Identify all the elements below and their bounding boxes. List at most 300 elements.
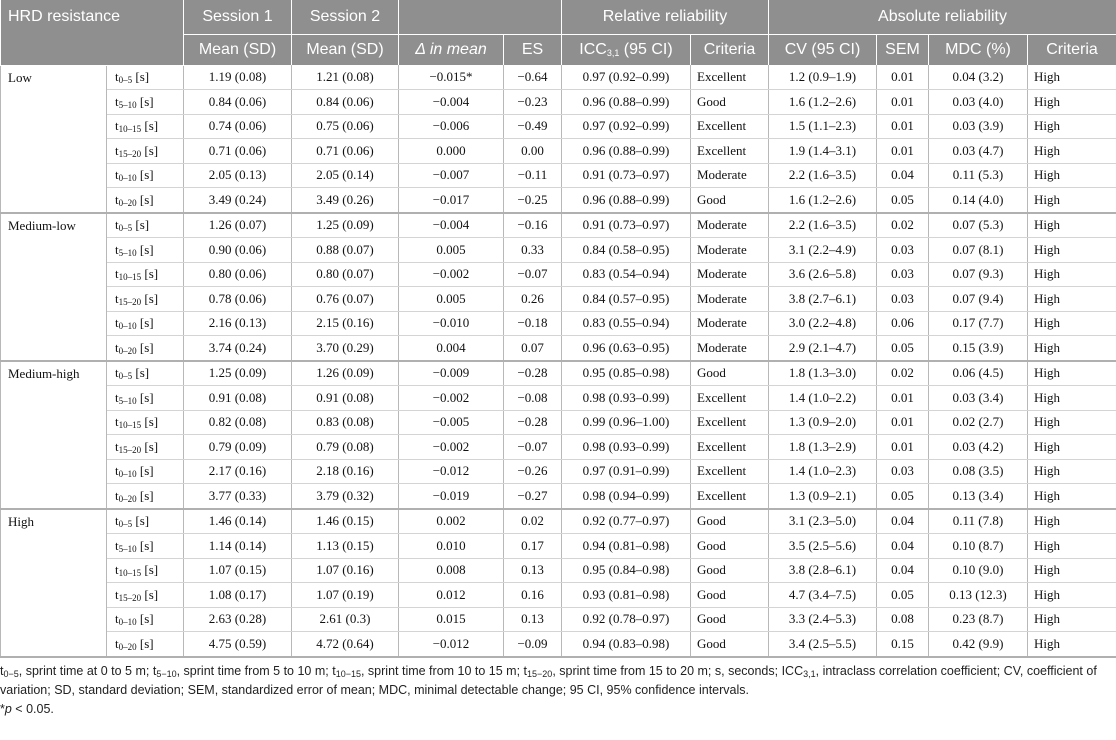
table-row (1, 213, 1116, 238)
effect-size: 0.02 (504, 509, 562, 534)
delta-in-mean: −0.015* (399, 65, 504, 90)
icc-value: 0.98 (0.93–0.99) (562, 435, 691, 460)
session2-mean-sd: 3.70 (0.29) (292, 336, 399, 361)
relative-criteria: Excellent (691, 410, 769, 435)
relative-criteria: Moderate (691, 287, 769, 312)
sem-value: 0.04 (877, 509, 929, 534)
delta-in-mean: −0.002 (399, 386, 504, 411)
delta-in-mean: −0.012 (399, 459, 504, 484)
effect-size: −0.25 (504, 188, 562, 213)
icc-value: 0.98 (0.94–0.99) (562, 484, 691, 509)
table-row (1, 65, 1116, 90)
delta-in-mean: −0.002 (399, 435, 504, 460)
effect-size: 0.13 (504, 558, 562, 583)
session1-mean-sd: 0.91 (0.08) (184, 386, 292, 411)
session2-mean-sd: 1.26 (0.09) (292, 361, 399, 386)
sem-value: 0.01 (877, 139, 929, 164)
session2-mean-sd: 4.72 (0.64) (292, 632, 399, 657)
footnote (0, 658, 1116, 719)
mdc-value: 0.07 (9.3) (929, 262, 1028, 287)
table-body (1, 65, 1116, 657)
table-row (1, 163, 1116, 188)
delta-in-mean: −0.006 (399, 114, 504, 139)
delta-in-mean: 0.005 (399, 287, 504, 312)
header-icc: $ICC_{3,1}$ (95 CI) (562, 35, 691, 66)
effect-size: −0.08 (504, 386, 562, 411)
table-row (1, 139, 1116, 164)
session1-mean-sd: 0.74 (0.06) (184, 114, 292, 139)
cv-value: 1.3 (0.9–2.0) (769, 410, 877, 435)
absolute-criteria: High (1028, 459, 1116, 484)
session2-mean-sd: 2.05 (0.14) (292, 163, 399, 188)
session1-mean-sd: 0.80 (0.06) (184, 262, 292, 287)
sem-value: 0.05 (877, 336, 929, 361)
interval-label: $t_{5-10}$ [s] (107, 90, 184, 115)
effect-size: 0.00 (504, 139, 562, 164)
table-row (1, 287, 1116, 312)
session2-mean-sd: 0.88 (0.07) (292, 238, 399, 263)
cv-value: 2.9 (2.1–4.7) (769, 336, 877, 361)
relative-criteria: Moderate (691, 311, 769, 336)
cv-value: 1.4 (1.0–2.2) (769, 386, 877, 411)
session1-mean-sd: 1.25 (0.09) (184, 361, 292, 386)
footnote-abbreviations (0, 662, 1110, 700)
interval-label: $t_{15-20}$ [s] (107, 139, 184, 164)
footnote-term-subscript: 3,1 (803, 668, 816, 679)
interval-label: $t_{15-20}$ [s] (107, 435, 184, 460)
cv-value: 4.7 (3.4–7.5) (769, 583, 877, 608)
delta-in-mean: −0.010 (399, 311, 504, 336)
cv-value: 3.8 (2.8–6.1) (769, 558, 877, 583)
icc-value: 0.94 (0.83–0.98) (562, 632, 691, 657)
session1-mean-sd: 0.78 (0.06) (184, 287, 292, 312)
delta-in-mean: −0.007 (399, 163, 504, 188)
delta-in-mean: −0.002 (399, 262, 504, 287)
absolute-criteria: High (1028, 238, 1116, 263)
table-row (1, 583, 1116, 608)
session2-mean-sd: 0.76 (0.07) (292, 287, 399, 312)
session1-mean-sd: 0.82 (0.08) (184, 410, 292, 435)
interval-label: $t_{15-20}$ [s] (107, 583, 184, 608)
sem-value: 0.03 (877, 262, 929, 287)
delta-in-mean: 0.010 (399, 534, 504, 559)
effect-size: 0.13 (504, 607, 562, 632)
effect-size: 0.26 (504, 287, 562, 312)
mdc-value: 0.06 (4.5) (929, 361, 1028, 386)
delta-in-mean: 0.005 (399, 238, 504, 263)
footnote-term-subscript: 0−5 (3, 668, 19, 679)
icc-value: 0.91 (0.73–0.97) (562, 213, 691, 238)
mdc-value: 0.02 (2.7) (929, 410, 1028, 435)
icc-value: 0.94 (0.81–0.98) (562, 534, 691, 559)
cv-value: 1.6 (1.2–2.6) (769, 188, 877, 213)
effect-size: −0.49 (504, 114, 562, 139)
interval-label: $t_{5-10}$ [s] (107, 386, 184, 411)
absolute-criteria: High (1028, 188, 1116, 213)
icc-value: 0.95 (0.84–0.98) (562, 558, 691, 583)
mdc-value: 0.03 (3.4) (929, 386, 1028, 411)
cv-value: 3.1 (2.3–5.0) (769, 509, 877, 534)
relative-criteria: Excellent (691, 114, 769, 139)
cv-value: 2.2 (1.6–3.5) (769, 163, 877, 188)
sem-value: 0.05 (877, 583, 929, 608)
table-row (1, 238, 1116, 263)
session1-mean-sd: 0.79 (0.09) (184, 435, 292, 460)
header-blank (399, 0, 562, 35)
relative-criteria: Moderate (691, 213, 769, 238)
icc-value: 0.96 (0.88–0.99) (562, 188, 691, 213)
relative-criteria: Good (691, 188, 769, 213)
sem-value: 0.01 (877, 410, 929, 435)
cv-value: 1.2 (0.9–1.9) (769, 65, 877, 90)
sem-value: 0.06 (877, 311, 929, 336)
table-row (1, 558, 1116, 583)
footnote-term: t (523, 663, 528, 678)
absolute-criteria: High (1028, 558, 1116, 583)
delta-in-mean: −0.012 (399, 632, 504, 657)
sem-value: 0.04 (877, 558, 929, 583)
session2-mean-sd: 2.18 (0.16) (292, 459, 399, 484)
absolute-criteria: High (1028, 410, 1116, 435)
table-row (1, 509, 1116, 534)
cv-value: 1.5 (1.1–2.3) (769, 114, 877, 139)
footnote-term: t (0, 663, 4, 678)
header-absolute-reliability: Absolute reliability (769, 0, 1116, 35)
table-row (1, 435, 1116, 460)
effect-size: −0.28 (504, 410, 562, 435)
session1-mean-sd: 4.75 (0.59) (184, 632, 292, 657)
session2-mean-sd: 2.15 (0.16) (292, 311, 399, 336)
relative-criteria: Good (691, 607, 769, 632)
absolute-criteria: High (1028, 361, 1116, 386)
sem-value: 0.03 (877, 238, 929, 263)
session2-mean-sd: 0.75 (0.06) (292, 114, 399, 139)
table-row (1, 90, 1116, 115)
delta-in-mean: 0.002 (399, 509, 504, 534)
session2-mean-sd: 1.07 (0.19) (292, 583, 399, 608)
session2-mean-sd: 1.07 (0.16) (292, 558, 399, 583)
table-row (1, 632, 1116, 657)
header-delta-in-mean: Δ in mean (399, 35, 504, 66)
effect-size: −0.16 (504, 213, 562, 238)
relative-criteria: Excellent (691, 139, 769, 164)
session2-mean-sd: 0.80 (0.07) (292, 262, 399, 287)
session2-mean-sd: 0.71 (0.06) (292, 139, 399, 164)
interval-label: $t_{10-15}$ [s] (107, 114, 184, 139)
sem-value: 0.15 (877, 632, 929, 657)
mdc-value: 0.08 (3.5) (929, 459, 1028, 484)
icc-value: 0.91 (0.73–0.97) (562, 163, 691, 188)
mdc-value: 0.15 (3.9) (929, 336, 1028, 361)
session2-mean-sd: 1.46 (0.15) (292, 509, 399, 534)
mdc-value: 0.10 (9.0) (929, 558, 1028, 583)
session1-mean-sd: 1.07 (0.15) (184, 558, 292, 583)
header-cv: CV (95 CI) (769, 35, 877, 66)
effect-size: −0.18 (504, 311, 562, 336)
absolute-criteria: High (1028, 139, 1116, 164)
mdc-value: 0.03 (4.0) (929, 90, 1028, 115)
effect-size: −0.23 (504, 90, 562, 115)
table-row (1, 336, 1116, 361)
interval-label: $t_{0-20}$ [s] (107, 336, 184, 361)
absolute-criteria: High (1028, 163, 1116, 188)
delta-in-mean: −0.009 (399, 361, 504, 386)
session1-mean-sd: 3.49 (0.24) (184, 188, 292, 213)
absolute-criteria: High (1028, 311, 1116, 336)
sem-value: 0.02 (877, 213, 929, 238)
session1-mean-sd: 1.14 (0.14) (184, 534, 292, 559)
interval-label: $t_{0-20}$ [s] (107, 484, 184, 509)
cv-value: 3.1 (2.2–4.9) (769, 238, 877, 263)
absolute-criteria: High (1028, 484, 1116, 509)
delta-in-mean: −0.004 (399, 90, 504, 115)
icc-value: 0.92 (0.78–0.97) (562, 607, 691, 632)
header-session-1: Session 1 (184, 0, 292, 35)
table-row (1, 410, 1116, 435)
cv-value: 3.4 (2.5–5.5) (769, 632, 877, 657)
relative-criteria: Good (691, 90, 769, 115)
header-mdc: MDC (%) (929, 35, 1028, 66)
icc-value: 0.83 (0.54–0.94) (562, 262, 691, 287)
absolute-criteria: High (1028, 386, 1116, 411)
header-session-2: Session 2 (292, 0, 399, 35)
cv-value: 2.2 (1.6–3.5) (769, 213, 877, 238)
header-mean-sd-1: Mean (SD) (184, 35, 292, 66)
icc-value: 0.92 (0.77–0.97) (562, 509, 691, 534)
effect-size: −0.28 (504, 361, 562, 386)
absolute-criteria: High (1028, 509, 1116, 534)
header-criteria-relative: Criteria (691, 35, 769, 66)
session1-mean-sd: 2.17 (0.16) (184, 459, 292, 484)
icc-value: 0.97 (0.92–0.99) (562, 65, 691, 90)
table-row (1, 484, 1116, 509)
session2-mean-sd: 0.84 (0.06) (292, 90, 399, 115)
session1-mean-sd: 0.84 (0.06) (184, 90, 292, 115)
footnote-definition: , sprint time from 10 to 15 m; (360, 663, 524, 678)
sem-value: 0.03 (877, 459, 929, 484)
table-row (1, 262, 1116, 287)
delta-in-mean: 0.015 (399, 607, 504, 632)
icc-value: 0.99 (0.96–1.00) (562, 410, 691, 435)
cv-value: 1.3 (0.9–2.1) (769, 484, 877, 509)
relative-criteria: Moderate (691, 163, 769, 188)
header-relative-reliability: Relative reliability (562, 0, 769, 35)
sem-value: 0.01 (877, 386, 929, 411)
sem-value: 0.03 (877, 287, 929, 312)
cv-value: 3.5 (2.5–5.6) (769, 534, 877, 559)
effect-size: 0.33 (504, 238, 562, 263)
mdc-value: 0.03 (4.2) (929, 435, 1028, 460)
interval-label: $t_{0-20}$ [s] (107, 632, 184, 657)
session2-mean-sd: 0.91 (0.08) (292, 386, 399, 411)
relative-criteria: Moderate (691, 262, 769, 287)
interval-label: $t_{0-10}$ [s] (107, 607, 184, 632)
mdc-value: 0.04 (3.2) (929, 65, 1028, 90)
mdc-value: 0.07 (9.4) (929, 287, 1028, 312)
sem-value: 0.04 (877, 534, 929, 559)
mdc-value: 0.17 (7.7) (929, 311, 1028, 336)
session1-mean-sd: 1.08 (0.17) (184, 583, 292, 608)
icc-value: 0.97 (0.92–0.99) (562, 114, 691, 139)
session1-mean-sd: 1.26 (0.07) (184, 213, 292, 238)
absolute-criteria: High (1028, 534, 1116, 559)
footnote-significance: *p < 0.05. (0, 701, 54, 716)
session1-mean-sd: 0.71 (0.06) (184, 139, 292, 164)
session2-mean-sd: 0.83 (0.08) (292, 410, 399, 435)
absolute-criteria: High (1028, 583, 1116, 608)
interval-label: $t_{0-10}$ [s] (107, 163, 184, 188)
session2-mean-sd: 0.79 (0.08) (292, 435, 399, 460)
delta-in-mean: −0.017 (399, 188, 504, 213)
absolute-criteria: High (1028, 632, 1116, 657)
mdc-value: 0.13 (12.3) (929, 583, 1028, 608)
delta-in-mean: −0.004 (399, 213, 504, 238)
interval-label: $t_{5-10}$ [s] (107, 534, 184, 559)
absolute-criteria: High (1028, 336, 1116, 361)
mdc-value: 0.07 (5.3) (929, 213, 1028, 238)
mdc-value: 0.10 (8.7) (929, 534, 1028, 559)
sem-value: 0.01 (877, 114, 929, 139)
relative-criteria: Excellent (691, 386, 769, 411)
table-row (1, 361, 1116, 386)
effect-size: −0.09 (504, 632, 562, 657)
session1-mean-sd: 1.46 (0.14) (184, 509, 292, 534)
effect-size: −0.26 (504, 459, 562, 484)
table-row (1, 386, 1116, 411)
footnote-definition: , sprint time from 15 to 20 m; s, seconds; (552, 663, 782, 678)
relative-criteria: Good (691, 534, 769, 559)
absolute-criteria: High (1028, 114, 1116, 139)
cv-value: 1.4 (1.0–2.3) (769, 459, 877, 484)
cv-value: 3.6 (2.6–5.8) (769, 262, 877, 287)
mdc-value: 0.11 (7.8) (929, 509, 1028, 534)
relative-criteria: Moderate (691, 336, 769, 361)
sem-value: 0.05 (877, 188, 929, 213)
icc-value: 0.96 (0.88–0.99) (562, 90, 691, 115)
cv-value: 3.0 (2.2–4.8) (769, 311, 877, 336)
relative-criteria: Good (691, 632, 769, 657)
icc-value: 0.84 (0.58–0.95) (562, 238, 691, 263)
session2-mean-sd: 2.61 (0.3) (292, 607, 399, 632)
header-hrd-resistance: HRD resistance (1, 0, 184, 65)
session2-mean-sd: 1.25 (0.09) (292, 213, 399, 238)
resistance-level-label: Medium-high (1, 361, 107, 509)
header-mean-sd-2: Mean (SD) (292, 35, 399, 66)
delta-in-mean: 0.004 (399, 336, 504, 361)
footnote-definition: , sprint time at 0 to 5 m; (18, 663, 153, 678)
footnote-term: ICC (781, 663, 804, 678)
table-row (1, 459, 1116, 484)
session1-mean-sd: 1.19 (0.08) (184, 65, 292, 90)
absolute-criteria: High (1028, 262, 1116, 287)
delta-in-mean: −0.019 (399, 484, 504, 509)
interval-label: $t_{0-5}$ [s] (107, 213, 184, 238)
cv-value: 1.8 (1.3–3.0) (769, 361, 877, 386)
interval-label: $t_{10-15}$ [s] (107, 558, 184, 583)
resistance-level-label: High (1, 509, 107, 657)
cv-value: 3.3 (2.4–5.3) (769, 607, 877, 632)
cv-value: 1.8 (1.3–2.9) (769, 435, 877, 460)
effect-size: 0.07 (504, 336, 562, 361)
header-sem: SEM (877, 35, 929, 66)
footnote-term-subscript: 10−15 (335, 668, 361, 679)
interval-label: $t_{10-15}$ [s] (107, 262, 184, 287)
effect-size: 0.16 (504, 583, 562, 608)
relative-criteria: Good (691, 558, 769, 583)
sem-value: 0.01 (877, 435, 929, 460)
absolute-criteria: High (1028, 435, 1116, 460)
interval-label: $t_{0-20}$ [s] (107, 188, 184, 213)
mdc-value: 0.03 (3.9) (929, 114, 1028, 139)
mdc-value: 0.42 (9.9) (929, 632, 1028, 657)
footnote-term-subscript: 5−10 (156, 668, 177, 679)
resistance-level-label: Medium-low (1, 213, 107, 361)
delta-in-mean: 0.000 (399, 139, 504, 164)
session2-mean-sd: 1.13 (0.15) (292, 534, 399, 559)
mdc-value: 0.14 (4.0) (929, 188, 1028, 213)
relative-criteria: Excellent (691, 65, 769, 90)
cv-value: 1.9 (1.4–3.1) (769, 139, 877, 164)
session1-mean-sd: 2.63 (0.28) (184, 607, 292, 632)
effect-size: −0.11 (504, 163, 562, 188)
session2-mean-sd: 1.21 (0.08) (292, 65, 399, 90)
cv-value: 1.6 (1.2–2.6) (769, 90, 877, 115)
session1-mean-sd: 0.90 (0.06) (184, 238, 292, 263)
session1-mean-sd: 3.74 (0.24) (184, 336, 292, 361)
interval-label: $t_{10-15}$ [s] (107, 410, 184, 435)
sem-value: 0.01 (877, 90, 929, 115)
table-row (1, 114, 1116, 139)
relative-criteria: Good (691, 509, 769, 534)
table-row (1, 311, 1116, 336)
table-row (1, 188, 1116, 213)
interval-label: $t_{0-10}$ [s] (107, 311, 184, 336)
footnote-term: t (152, 663, 157, 678)
mdc-value: 0.13 (3.4) (929, 484, 1028, 509)
interval-label: $t_{5-10}$ [s] (107, 238, 184, 263)
icc-value: 0.97 (0.91–0.99) (562, 459, 691, 484)
relative-criteria: Excellent (691, 435, 769, 460)
session1-mean-sd: 2.16 (0.13) (184, 311, 292, 336)
effect-size: 0.17 (504, 534, 562, 559)
interval-label: $t_{0-5}$ [s] (107, 65, 184, 90)
relative-criteria: Moderate (691, 238, 769, 263)
mdc-value: 0.11 (5.3) (929, 163, 1028, 188)
resistance-level-label: Low (1, 65, 107, 213)
absolute-criteria: High (1028, 287, 1116, 312)
mdc-value: 0.03 (4.7) (929, 139, 1028, 164)
session2-mean-sd: 3.79 (0.32) (292, 484, 399, 509)
icc-value: 0.98 (0.93–0.99) (562, 386, 691, 411)
icc-value: 0.96 (0.63–0.95) (562, 336, 691, 361)
header-es: ES (504, 35, 562, 66)
icc-value: 0.93 (0.81–0.98) (562, 583, 691, 608)
session2-mean-sd: 3.49 (0.26) (292, 188, 399, 213)
footnote-definition: , intraclass correlation coefficient; CV, coefficient of variation; SD, standard deviation; SEM, standardized error of mean; MDC, minimal detectable change; 95 CI, 95% confidence intervals. (0, 663, 1097, 697)
table-row (1, 607, 1116, 632)
absolute-criteria: High (1028, 213, 1116, 238)
relative-criteria: Excellent (691, 484, 769, 509)
relative-criteria: Good (691, 361, 769, 386)
sem-value: 0.04 (877, 163, 929, 188)
icc-value: 0.96 (0.88–0.99) (562, 139, 691, 164)
relative-criteria: Good (691, 583, 769, 608)
icc-value: 0.84 (0.57–0.95) (562, 287, 691, 312)
session1-mean-sd: 3.77 (0.33) (184, 484, 292, 509)
delta-in-mean: 0.012 (399, 583, 504, 608)
absolute-criteria: High (1028, 65, 1116, 90)
interval-label: $t_{15-20}$ [s] (107, 287, 184, 312)
